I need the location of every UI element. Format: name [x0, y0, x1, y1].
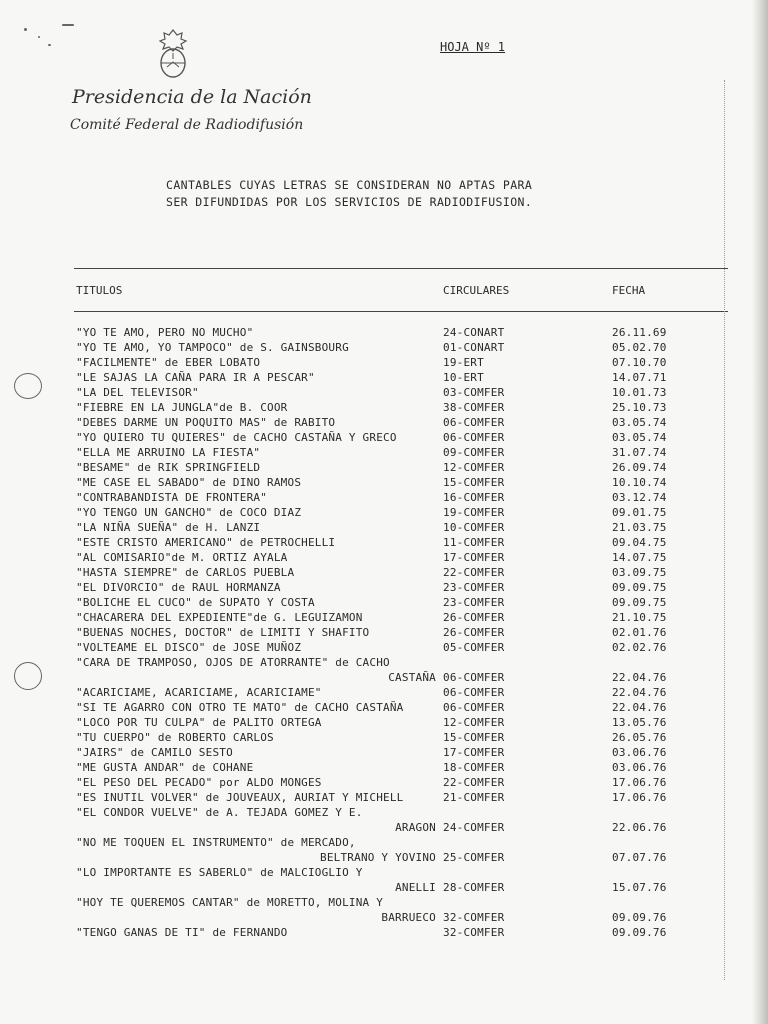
- circular-number: 26-COMFER: [443, 611, 505, 624]
- circular-number: 06-COMFER: [443, 701, 505, 714]
- column-header-date: FECHA: [612, 284, 646, 297]
- circular-number: 15-COMFER: [443, 731, 505, 744]
- table-row: [0, 866, 768, 881]
- circular-date: 14.07.75: [612, 551, 667, 564]
- song-title: "FIEBRE EN LA JUNGLA"de B. COOR: [76, 401, 288, 414]
- song-title: "LO IMPORTANTE ES SABERLO" de MALCIOGLIO Y: [76, 866, 363, 879]
- table-row: [0, 686, 768, 701]
- song-title: "ACARICIAME, ACARICIAME, ACARICIAME": [76, 686, 322, 699]
- table-row: [0, 821, 768, 836]
- table-row: [0, 461, 768, 476]
- song-title: "NO ME TOQUEN EL INSTRUMENTO" de MERCADO,: [76, 836, 356, 849]
- table-row: [0, 431, 768, 446]
- committee-letterhead: Comité Federal de Radiodifusión: [70, 117, 304, 133]
- circular-number: 23-COMFER: [443, 596, 505, 609]
- circular-number: 06-COMFER: [443, 416, 505, 429]
- circular-number: 38-COMFER: [443, 401, 505, 414]
- song-title: "YO TENGO UN GANCHO" de COCO DIAZ: [76, 506, 302, 519]
- circular-date: 03.06.76: [612, 746, 667, 759]
- circular-date: 22.04.76: [612, 701, 667, 714]
- song-title: "ESTE CRISTO AMERICANO" de PETROCHELLI: [76, 536, 336, 549]
- circular-date: 22.06.76: [612, 821, 667, 834]
- song-title: "VOLTEAME EL DISCO" de JOSE MUÑOZ: [76, 641, 302, 654]
- song-title: "LOCO POR TU CULPA" de PALITO ORTEGA: [76, 716, 322, 729]
- circular-date: 03.09.75: [612, 566, 667, 579]
- circular-date: 21.10.75: [612, 611, 667, 624]
- circular-date: 10.10.74: [612, 476, 667, 489]
- song-title: "CARA DE TRAMPOSO, OJOS DE ATORRANTE" de CACHO: [76, 656, 390, 669]
- circular-number: 10-COMFER: [443, 521, 505, 534]
- song-title: "BESAME" de RIK SPRINGFIELD: [76, 461, 261, 474]
- circular-number: 03-COMFER: [443, 386, 505, 399]
- circular-number: 21-COMFER: [443, 791, 505, 804]
- table-row: [0, 626, 768, 641]
- circular-number: 19-ERT: [443, 356, 484, 369]
- song-title: "HOY TE QUEREMOS CANTAR" de MORETTO, MOLINA Y: [76, 896, 384, 909]
- table-row: [0, 446, 768, 461]
- circular-date: 26.05.76: [612, 731, 667, 744]
- circular-date: 09.09.75: [612, 581, 667, 594]
- margin-dots: [724, 80, 731, 980]
- song-title: "LE SAJAS LA CAÑA PARA IR A PESCAR": [76, 371, 315, 384]
- scan-speck: [24, 28, 27, 31]
- circular-date: 09.01.75: [612, 506, 667, 519]
- circular-number: 09-COMFER: [443, 446, 505, 459]
- circular-date: 17.06.76: [612, 776, 667, 789]
- scan-speck: [48, 44, 51, 46]
- circular-number: 17-COMFER: [443, 746, 505, 759]
- circular-date: 02.01.76: [612, 626, 667, 639]
- table-row: [0, 881, 768, 896]
- scan-speck: [62, 24, 74, 26]
- document-heading-line-2: SER DIFUNDIDAS POR LOS SERVICIOS DE RADIODIFUSION.: [166, 195, 533, 209]
- circular-number: 18-COMFER: [443, 761, 505, 774]
- circular-number: 06-COMFER: [443, 686, 505, 699]
- circular-date: 09.09.76: [612, 926, 667, 939]
- table-row: [0, 611, 768, 626]
- song-title: ARAGON: [395, 821, 436, 834]
- song-title: CASTAÑA: [388, 671, 436, 684]
- song-title: "HASTA SIEMPRE" de CARLOS PUEBLA: [76, 566, 295, 579]
- song-title: "ES INUTIL VOLVER" de JOUVEAUX, AURIAT Y MICHELL: [76, 791, 404, 804]
- song-title: "YO QUIERO TU QUIERES" de CACHO CASTAÑA Y GRECO: [76, 431, 397, 444]
- circular-number: 10-ERT: [443, 371, 484, 384]
- circular-date: 07.07.76: [612, 851, 667, 864]
- table-row: [0, 761, 768, 776]
- circular-number: 22-COMFER: [443, 776, 505, 789]
- circular-number: 28-COMFER: [443, 881, 505, 894]
- circular-number: 32-COMFER: [443, 926, 505, 939]
- circular-date: 03.06.76: [612, 761, 667, 774]
- song-title: "BUENAS NOCHES, DOCTOR" de LIMITI Y SHAFITO: [76, 626, 370, 639]
- song-title: "DEBES DARME UN POQUITO MAS" de RABITO: [76, 416, 336, 429]
- circular-date: 07.10.70: [612, 356, 667, 369]
- table-row: [0, 356, 768, 371]
- table-row: [0, 641, 768, 656]
- table-row: [0, 596, 768, 611]
- table-row: [0, 701, 768, 716]
- circular-number: 06-COMFER: [443, 431, 505, 444]
- song-title: "SI TE AGARRO CON OTRO TE MATO" de CACHO CASTAÑA: [76, 701, 404, 714]
- circular-date: 22.04.76: [612, 686, 667, 699]
- circular-number: 15-COMFER: [443, 476, 505, 489]
- table-row: [0, 506, 768, 521]
- table-row: [0, 836, 768, 851]
- office-letterhead: Presidencia de la Nación: [72, 86, 312, 108]
- song-title: "AL COMISARIO"de M. ORTIZ AYALA: [76, 551, 288, 564]
- song-title: "LA NIÑA SUEÑA" de H. LANZI: [76, 521, 261, 534]
- circular-date: 17.06.76: [612, 791, 667, 804]
- circular-number: 24-CONART: [443, 326, 505, 339]
- circular-number: 06-COMFER: [443, 671, 505, 684]
- table-row: [0, 521, 768, 536]
- song-title: "EL CONDOR VUELVE" de A. TEJADA GOMEZ Y E.: [76, 806, 363, 819]
- circular-date: 09.04.75: [612, 536, 667, 549]
- table-row: [0, 806, 768, 821]
- table-header-rule: [74, 311, 728, 312]
- circular-number: 24-COMFER: [443, 821, 505, 834]
- song-title: "CHACARERA DEL EXPEDIENTE"de G. LEGUIZAMON: [76, 611, 363, 624]
- coat-of-arms-emblem: [154, 26, 192, 80]
- circular-number: 32-COMFER: [443, 911, 505, 924]
- song-title: "EL PESO DEL PECADO" por ALDO MONGES: [76, 776, 322, 789]
- song-title: ANELLI: [395, 881, 436, 894]
- circular-date: 22.04.76: [612, 671, 667, 684]
- circular-number: 12-COMFER: [443, 461, 505, 474]
- table-row: [0, 386, 768, 401]
- circular-date: 26.09.74: [612, 461, 667, 474]
- circular-date: 26.11.69: [612, 326, 667, 339]
- circular-date: 14.07.71: [612, 371, 667, 384]
- circular-date: 05.02.70: [612, 341, 667, 354]
- circular-number: 25-COMFER: [443, 851, 505, 864]
- song-title: "ME GUSTA ANDAR" de COHANE: [76, 761, 254, 774]
- song-title: "CONTRABANDISTA DE FRONTERA": [76, 491, 268, 504]
- circular-number: 05-COMFER: [443, 641, 505, 654]
- circular-date: 21.03.75: [612, 521, 667, 534]
- song-title: "YO TE AMO, YO TAMPOCO" de S. GAINSBOURG: [76, 341, 349, 354]
- circular-number: 01-CONART: [443, 341, 505, 354]
- song-title: "ME CASE EL SABADO" de DINO RAMOS: [76, 476, 302, 489]
- table-row: [0, 536, 768, 551]
- song-title: "TENGO GANAS DE TI" de FERNANDO: [76, 926, 288, 939]
- table-row: [0, 401, 768, 416]
- table-row: [0, 491, 768, 506]
- circular-number: 12-COMFER: [443, 716, 505, 729]
- sheet-number: HOJA Nº 1: [440, 40, 506, 54]
- circular-number: 11-COMFER: [443, 536, 505, 549]
- circular-date: 25.10.73: [612, 401, 667, 414]
- song-title: "YO TE AMO, PERO NO MUCHO": [76, 326, 254, 339]
- table-row: [0, 656, 768, 671]
- table-row: [0, 551, 768, 566]
- circular-date: 03.05.74: [612, 416, 667, 429]
- song-title: "LA DEL TELEVISOR": [76, 386, 199, 399]
- circular-date: 13.05.76: [612, 716, 667, 729]
- song-title: "ELLA ME ARRUINO LA FIESTA": [76, 446, 261, 459]
- table-row: [0, 896, 768, 911]
- table-row: [0, 716, 768, 731]
- table-row: [0, 926, 768, 941]
- song-title: "FACILMENTE" de EBER LOBATO: [76, 356, 261, 369]
- song-title: "EL DIVORCIO" de RAUL HORMANZA: [76, 581, 281, 594]
- table-top-rule: [74, 268, 728, 269]
- circular-date: 10.01.73: [612, 386, 667, 399]
- circular-number: 19-COMFER: [443, 506, 505, 519]
- circular-number: 17-COMFER: [443, 551, 505, 564]
- circular-number: 26-COMFER: [443, 626, 505, 639]
- table-row: [0, 341, 768, 356]
- circular-number: 23-COMFER: [443, 581, 505, 594]
- table-row: [0, 416, 768, 431]
- circular-date: 09.09.75: [612, 596, 667, 609]
- circular-date: 09.09.76: [612, 911, 667, 924]
- table-row: [0, 731, 768, 746]
- table-row: [0, 581, 768, 596]
- table-row: [0, 851, 768, 866]
- song-title: BARRUECO: [381, 911, 436, 924]
- song-title: "TU CUERPO" de ROBERTO CARLOS: [76, 731, 274, 744]
- table-row: [0, 746, 768, 761]
- circular-date: 02.02.76: [612, 641, 667, 654]
- table-row: [0, 566, 768, 581]
- circular-number: 22-COMFER: [443, 566, 505, 579]
- circular-date: 15.07.76: [612, 881, 667, 894]
- circular-number: 16-COMFER: [443, 491, 505, 504]
- song-title: "JAIRS" de CAMILO SESTO: [76, 746, 233, 759]
- table-row: [0, 776, 768, 791]
- circular-date: 03.05.74: [612, 431, 667, 444]
- table-row: [0, 791, 768, 806]
- table-row: [0, 476, 768, 491]
- circular-date: 31.07.74: [612, 446, 667, 459]
- song-title: BELTRANO Y YOVINO: [320, 851, 436, 864]
- scan-speck: [38, 36, 40, 38]
- column-header-circulars: CIRCULARES: [443, 284, 510, 297]
- circular-date: 03.12.74: [612, 491, 667, 504]
- document-heading-line-1: CANTABLES CUYAS LETRAS SE CONSIDERAN NO APTAS PARA: [166, 178, 533, 192]
- table-row: [0, 371, 768, 386]
- table-row: [0, 671, 768, 686]
- table-row: [0, 911, 768, 926]
- song-title: "BOLICHE EL CUCO" de SUPATO Y COSTA: [76, 596, 315, 609]
- column-header-titles: TITULOS: [76, 284, 123, 297]
- table-row: [0, 326, 768, 341]
